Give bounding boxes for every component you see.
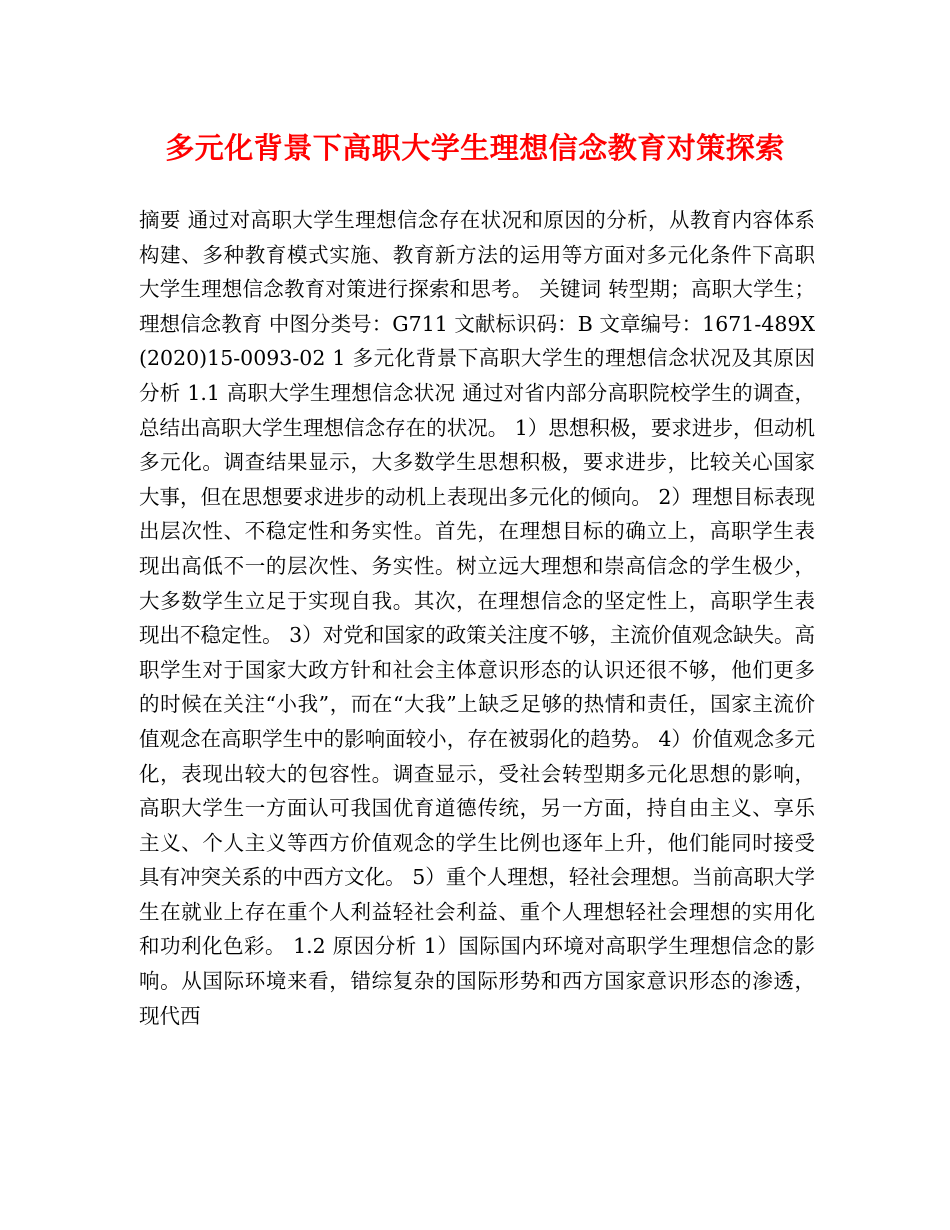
body-paragraph: 摘要 通过对高职大学生理想信念存在状况和原因的分析，从教育内容体系构建、多种教育模式实施、教育新方法的运用等方面对多元化条件下高职大学生理想信念教育对策进行探索和思考。 关键词 转型期；高职大学生；理想信念教育 中图分类号：G711 文献标识码：B 文章编号：1671-489X(2020)15-0093-02 1 多元化背景下高职大学生的理想信念状况及其原因分析 1.1 高职大学生理想信念状况 通过对省内部分高职院校学生的调查，总结出高职大学生理想信念存在的状况。 1）思想积极，要求进步，但动机多元化。调查结果显示，大多数学生思想积极，要求进步，比较关心国家大事，但在思想要求进步的动机上表现出多元化的倾向。 2）理想目标表现出层次性、不稳定性和务实性。首先，在理想目标的确立上，高职学生表现出高低不一的层次性、务实性。树立远大理想和崇高信念的学生极少，大多数学生立足于实现自我。其次，在理想信念的坚定性上，高职学生表现出不稳定性。 3）对党和国家的政策关注度不够，主流价值观念缺失。高职学生对于国家大政方针和社会主体意识形态的认识还很不够，他们更多的时候在关注“小我”，而在“大我”上缺乏足够的热情和责任，国家主流价值观念在高职学生中的影响面较小，存在被弱化的趋势。 4）价值观念多元化，表现出较大的包容性。调查显示，受社会转型期多元化思想的影响，高职大学生一方面认可我国优育道德传统，另一方面，持自由主义、享乐主义、个人主义等西方价值观念的学生比例也逐年上升，他们能同时接受具有冲突关系的中西方文化。 5）重个人理想，轻社会理想。当前高职大学生在就业上存在重个人利益轻社会利益、重个人理想轻社会理想的实用化和功利化色彩。 1.2 原因分析 1）国际国内环境对高职学生理想信念的影响。从国际环境来看，错综复杂的国际形势和西方国家意识形态的渗透，现代西 — [139, 208, 815, 1028]
page-title: 多元化背景下高职大学生理想信念教育对策探索 — [165, 131, 785, 165]
